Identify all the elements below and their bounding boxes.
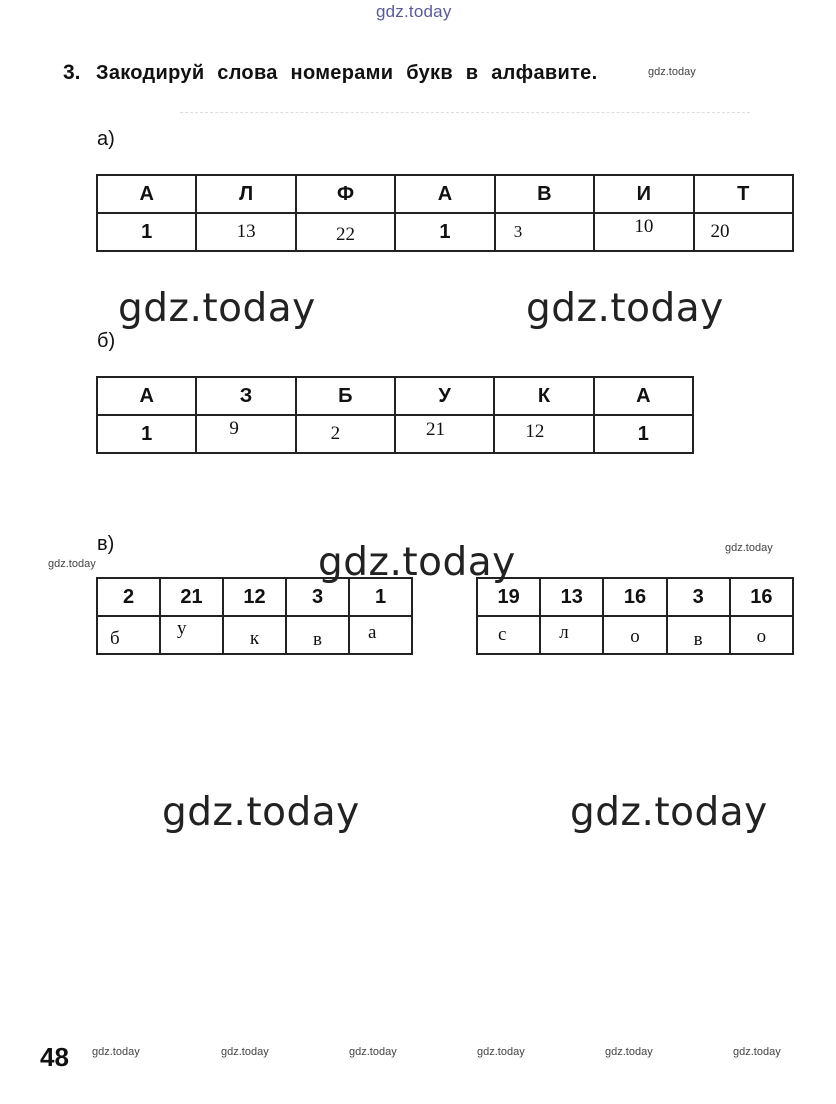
code-cell: 1 [97, 415, 196, 453]
letter-cell: Б [296, 377, 395, 415]
letter-cell: л [540, 616, 603, 654]
code-cell: 21 [160, 578, 223, 616]
code-cell: 22 [296, 213, 395, 251]
task-text: Закодируй слова номерами букв в алфавите. [96, 62, 598, 84]
letter-cell: Ф [296, 175, 395, 213]
watermark-small: gdz.today [605, 1046, 653, 1058]
section-a-label: а) [97, 128, 115, 150]
section-c-label: в) [97, 533, 115, 555]
code-cell: 21 [395, 415, 494, 453]
letter-cell: У [395, 377, 494, 415]
watermark-top: gdz.today [376, 2, 452, 21]
watermark-small: gdz.today [92, 1046, 140, 1058]
section-b-table [96, 376, 694, 454]
letter-cell: И [594, 175, 693, 213]
letter-cell: о [730, 616, 793, 654]
section-a-table [96, 174, 794, 252]
task-number: 3. [63, 61, 81, 84]
letter-cell: в [286, 616, 349, 654]
code-cell: 12 [223, 578, 286, 616]
watermark-small: gdz.today [48, 558, 96, 570]
code-cell: 16 [730, 578, 793, 616]
letter-cell: б [97, 616, 160, 654]
watermark-small: gdz.today [725, 542, 773, 554]
scan-artifact [180, 112, 750, 115]
letter-cell: о [603, 616, 666, 654]
watermark-large: gdz.today [162, 790, 360, 835]
page-number: 48 [40, 1042, 69, 1072]
code-cell: 20 [694, 213, 793, 251]
code-cell: 19 [477, 578, 540, 616]
code-cell: 2 [97, 578, 160, 616]
letter-cell: З [196, 377, 295, 415]
code-cell: 1 [97, 213, 196, 251]
code-cell: 3 [286, 578, 349, 616]
watermark-small: gdz.today [221, 1046, 269, 1058]
letter-cell: а [349, 616, 412, 654]
letter-cell: Л [196, 175, 295, 213]
watermark-small: gdz.today [648, 66, 696, 78]
letter-cell: у [160, 616, 223, 654]
section-b-label: б) [97, 330, 116, 352]
code-cell: 12 [494, 415, 593, 453]
code-cell: 2 [296, 415, 395, 453]
letter-cell: А [395, 175, 494, 213]
code-cell: 13 [540, 578, 603, 616]
watermark-large: gdz.today [526, 286, 724, 331]
code-cell: 3 [667, 578, 730, 616]
letter-cell: А [594, 377, 693, 415]
watermark-large: gdz.today [318, 540, 516, 585]
letter-cell: В [495, 175, 594, 213]
watermark-large: gdz.today [118, 286, 316, 331]
code-cell: 13 [196, 213, 295, 251]
code-cell: 10 [594, 213, 693, 251]
code-cell: 1 [594, 415, 693, 453]
watermark-small: gdz.today [477, 1046, 525, 1058]
code-cell: 1 [395, 213, 494, 251]
code-cell: 16 [603, 578, 666, 616]
section-c-table-2 [476, 577, 794, 655]
code-cell: 9 [196, 415, 295, 453]
letter-cell: К [494, 377, 593, 415]
watermark-large: gdz.today [570, 790, 768, 835]
section-c-table-1 [96, 577, 413, 655]
letter-cell: в [667, 616, 730, 654]
letter-cell: к [223, 616, 286, 654]
watermark-small: gdz.today [733, 1046, 781, 1058]
watermark-small: gdz.today [349, 1046, 397, 1058]
letter-cell: А [97, 377, 196, 415]
letter-cell: А [97, 175, 196, 213]
letter-cell: с [477, 616, 540, 654]
code-cell: 3 [495, 213, 594, 251]
code-cell: 1 [349, 578, 412, 616]
letter-cell: Т [694, 175, 793, 213]
